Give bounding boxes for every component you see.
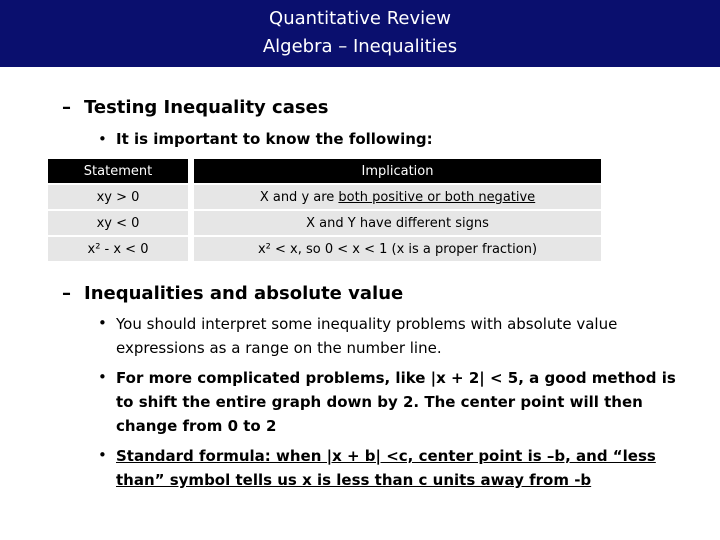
bullet-char: • xyxy=(98,446,107,464)
section2-bullet-1 xyxy=(116,312,676,360)
section2-dash: – xyxy=(62,283,71,304)
table-header-implication: Implication xyxy=(194,159,601,183)
slide-title-line1: Quantitative Review xyxy=(269,8,451,29)
bullet-line: than” symbol tells us x is less than c units away from -b xyxy=(116,471,592,489)
section1-dash: – xyxy=(62,97,71,118)
table-row xyxy=(48,185,601,209)
bullet-line: For more complicated problems, like |x + 2| < 5, a good method is xyxy=(116,369,676,387)
table-cell-statement: x² - x < 0 xyxy=(48,237,188,261)
bullet-line: You should interpret some inequality problems with absolute value xyxy=(116,315,618,333)
bullet-line: to shift the entire graph down by 2. The center point will then xyxy=(116,393,643,411)
table-header-statement: Statement xyxy=(48,159,188,183)
section2-bullet-3 xyxy=(116,444,676,492)
section1-heading: Testing Inequality cases xyxy=(84,97,329,118)
implication-prefix: X and y are xyxy=(259,189,339,205)
implication-underlined: both positive or both negative xyxy=(338,189,536,205)
bullet-line: Standard formula: when |x + b| <c, center point is –b, and “less xyxy=(116,447,656,465)
table-cell-statement: xy < 0 xyxy=(48,211,188,235)
slide-title-line2: Algebra – Inequalities xyxy=(262,36,458,57)
table-cell-statement: xy > 0 xyxy=(48,185,188,209)
table-row xyxy=(48,211,601,235)
section1-bullet: It is important to know the following: xyxy=(116,130,433,148)
inequality-table xyxy=(48,157,601,263)
section2-bullet-2 xyxy=(116,366,676,438)
table-cell-implication: X and Y have different signs xyxy=(194,211,601,235)
section2-heading: Inequalities and absolute value xyxy=(84,283,404,304)
table-header-row xyxy=(48,159,601,183)
bullet-char: • xyxy=(98,368,107,386)
bullet-line: expressions as a range on the number line. xyxy=(116,339,442,357)
bullet-line: change from 0 to 2 xyxy=(116,417,277,435)
table-cell-implication xyxy=(194,185,601,209)
slide-header xyxy=(0,0,720,67)
table-row xyxy=(48,237,601,261)
bullet-char: • xyxy=(98,130,107,148)
bullet-char: • xyxy=(98,314,107,332)
table-cell-implication: x² < x, so 0 < x < 1 (x is a proper fraction) xyxy=(194,237,601,261)
